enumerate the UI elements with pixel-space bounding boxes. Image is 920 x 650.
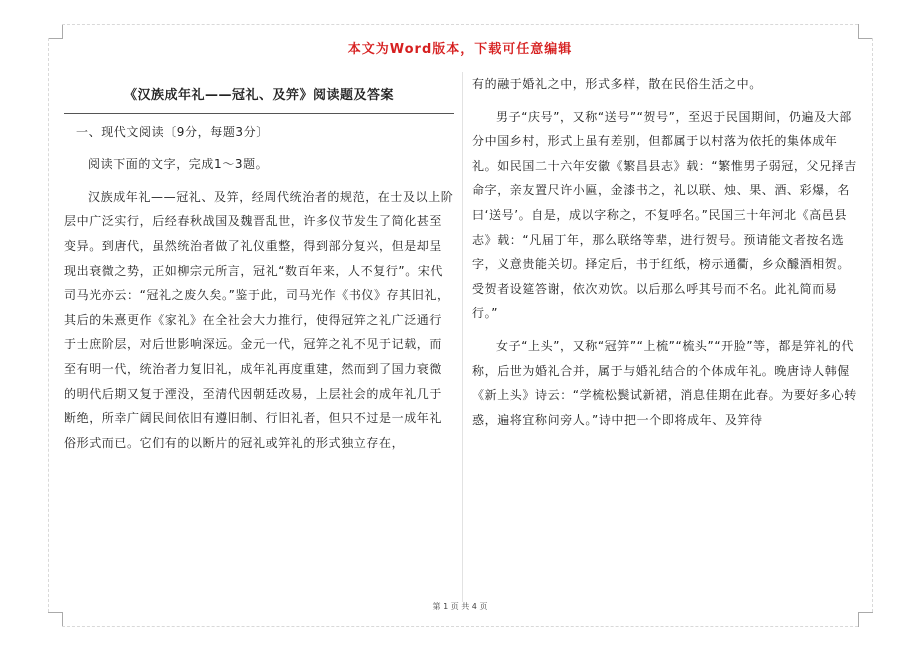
reading-instruction: 阅读下面的文字，完成1～3题。 [88,157,269,172]
crop-mark-bottom-left [48,612,63,627]
body-paragraph-2: 男子“庆号”，又称“送号”“贺号”，至迟于民国期间，仍遍及大部分中国乡村，形式上虽有差别，但都属于以村落为依托的集体成年礼。如民国二十六年安徽《繁昌县志》载：“繁惟男子弱冠，父兄择吉命字，亲友置尺许小匾，金漆书之，礼以联、烛、果、酒、彩爆，名曰‘送号’。自是，成以字称之，不复呼名。”民国三十年河北《高邑县志》载：“凡届丁年，那么联络等辈，进行贺号。预请能文者按名选字，义意贵能关切。择定后，书于红纸，榜示通衢，乡众醵酒相贺。受贺者设筵答谢，依次劝饮。以后那么呼其号而不名。此礼简而易行。” [472,109,857,321]
crop-mark-top-left [48,24,63,39]
page-edge-right [872,38,874,612]
right-column [472,72,858,432]
crop-mark-top-right [858,24,873,39]
body-paragraph-1: 汉族成年礼——冠礼、及笄，经周代统治者的规范，在士及以上阶层中广泛实行，后经春秋战国及魏晋乱世，许多仪节发生了简化甚至变异。到唐代，虽然统治者做了礼仪重整，得到部分复兴，但是却呈现出衰微之势，正如柳宗元所言，冠礼“数百年来，人不复行”。宋代司马光亦云：“冠礼之废久矣。”鉴于此，司马光作《书仪》存其旧礼，其后的朱熹更作《家礼》在全社会大力推行，使得冠笄之礼广泛通行于士庶阶层，对后世影响深远。金元一代，冠笄之礼不见于记载，而至有明一代，统治者力复旧礼，成年礼再度重建，然而到了国力衰微的明代后期又复于湮没，至清代因朝廷改易，上层社会的成年礼几于断绝，所幸广阔民间依旧有遵旧制、行旧礼者，但只不过是一成年礼俗形式而已。它们有的以断片的冠礼或笄礼的形式独立存在， [64,189,454,450]
crop-mark-bottom-right [858,612,873,627]
column-divider [462,72,463,602]
body-paragraph-continued: 有的融于婚礼之中，形式多样，散在民俗生活之中。 [472,77,762,91]
document-title: 《汉族成年礼——冠礼、及笄》阅读题及答案 [64,84,454,114]
page-edge-top [62,24,858,26]
word-version-banner: 本文为Word版本，下载可任意编辑 [347,42,573,57]
page-edge-bottom [62,626,858,628]
body-paragraph-3: 女子“上头”，又称“冠笄”“上梳”“梳头”“开脸”等，都是笄礼的代称，后世为婚礼合并，属于与婚礼结合的个体成年礼。晚唐诗人韩偓《新上头》诗云：“学梳松鬓试新裙，消息佳期在此春。为要好多心转惑，遍将宜称问旁人。”诗中把一个即将成年、及笄待 [472,338,857,427]
page-number-footer: 第 1 页 共 4 页 [432,602,488,611]
section-heading: 一、现代文阅读〔9分，每题3分〕 [76,124,269,139]
left-column [64,72,454,455]
page-edge-left [48,38,50,612]
